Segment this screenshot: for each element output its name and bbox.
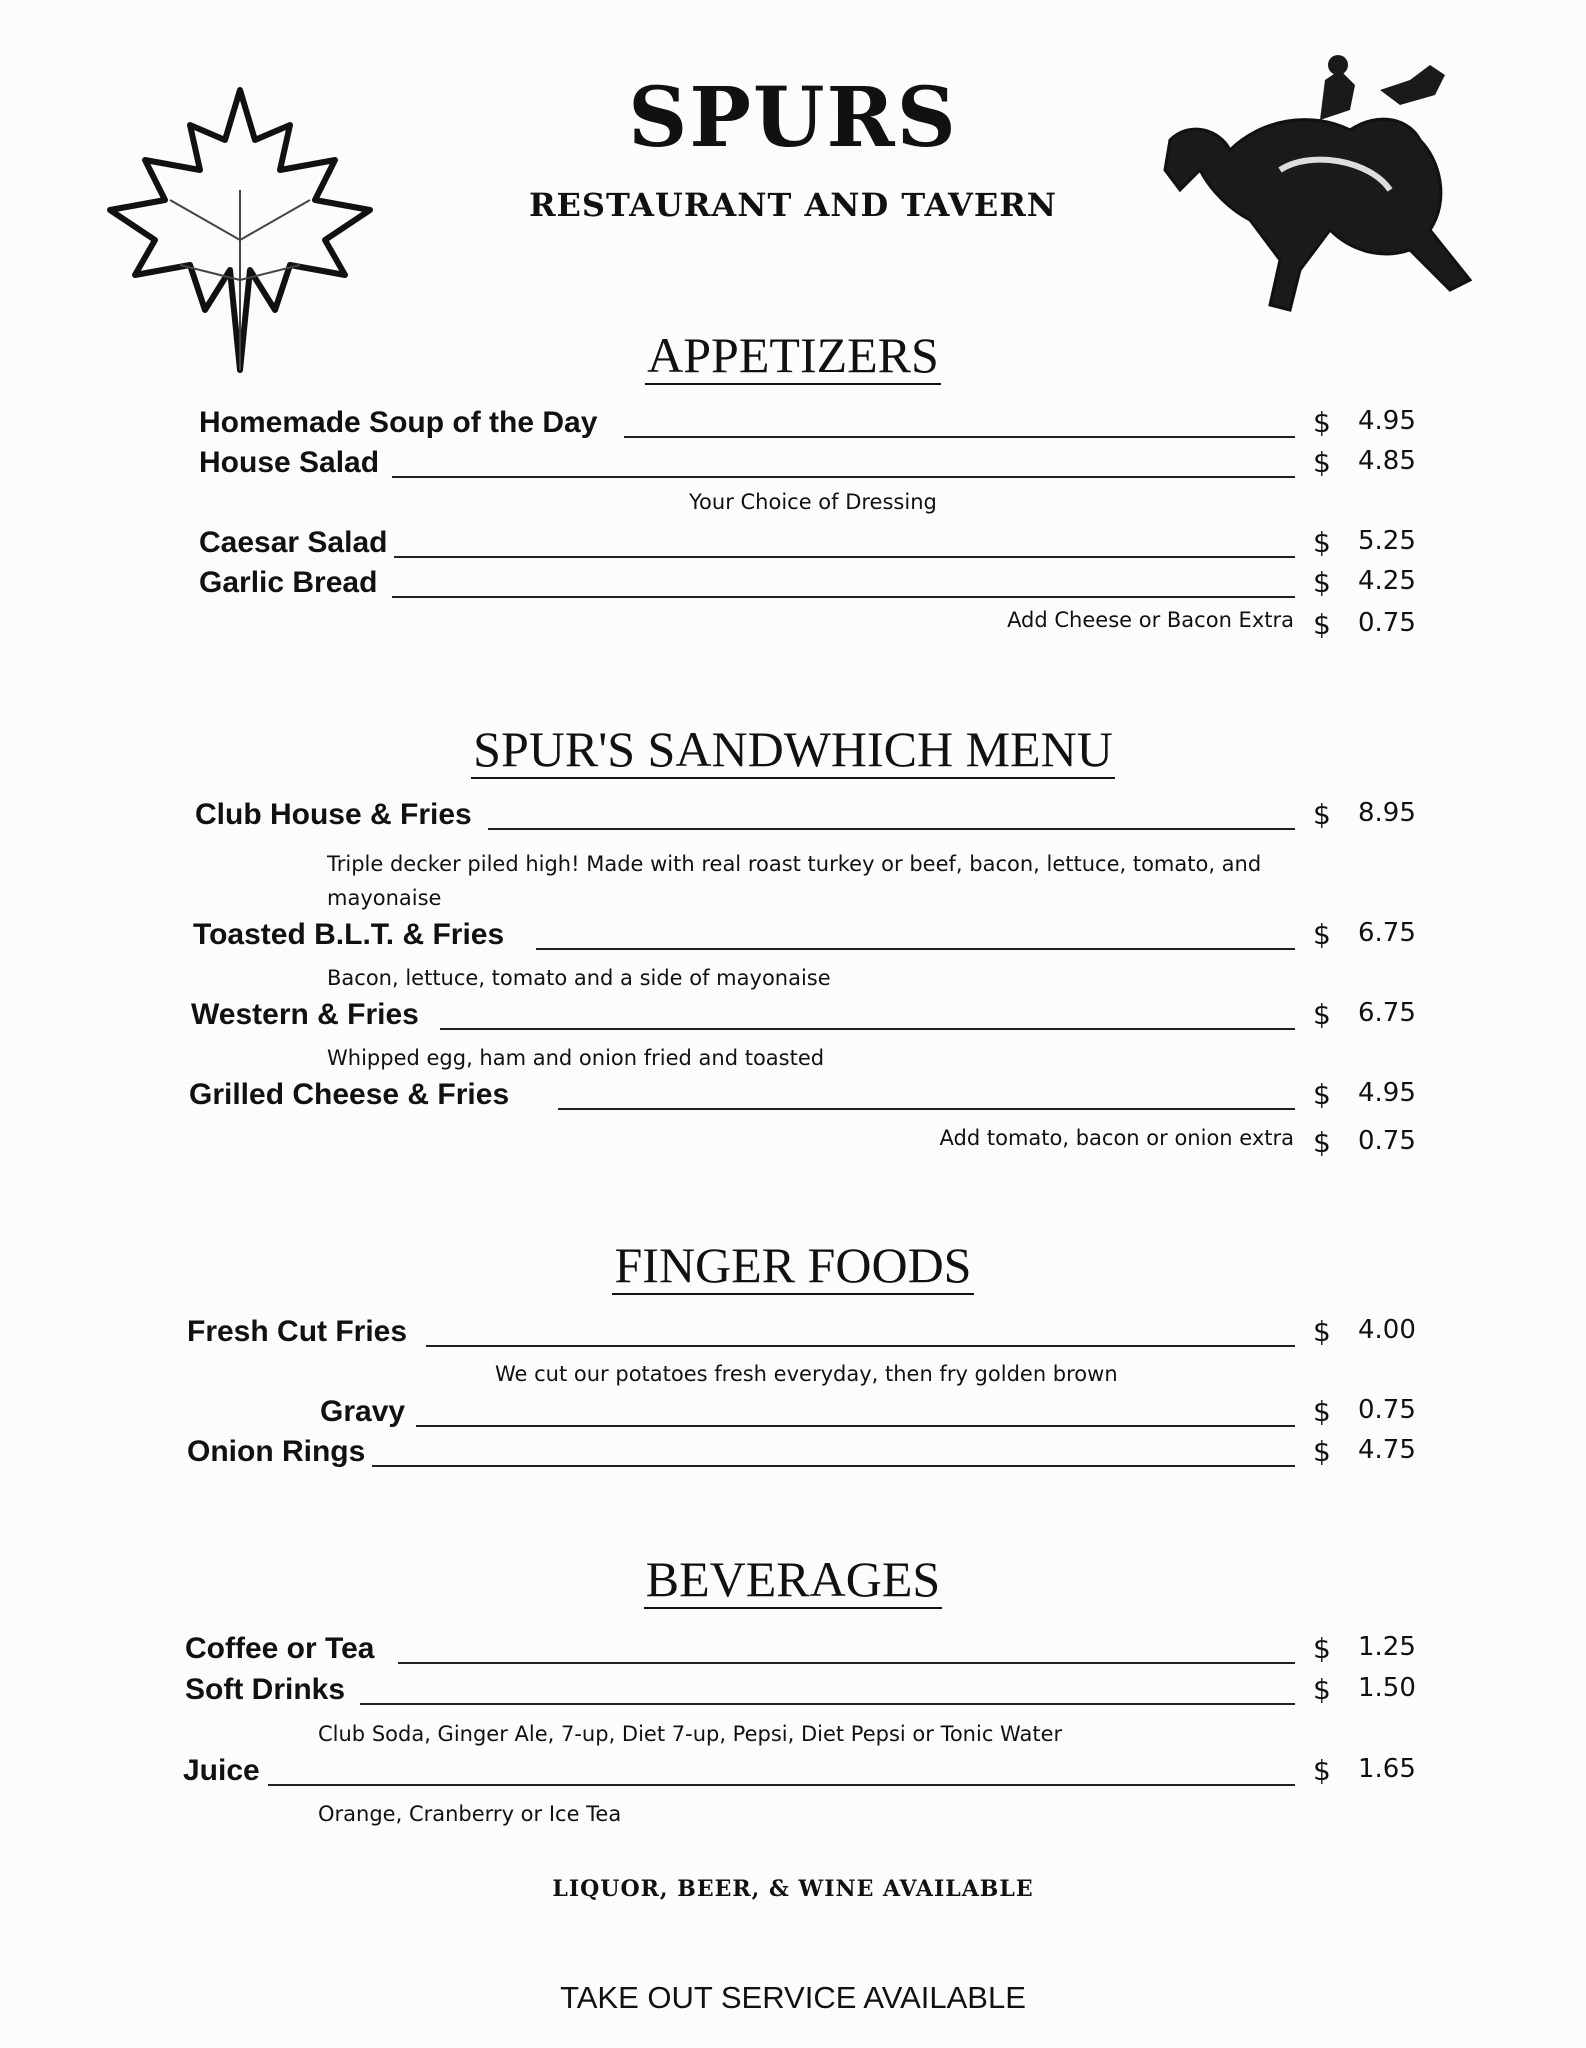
section-heading-sandwiches: SPUR'S SANDWHICH MENU — [473, 721, 1113, 777]
currency-symbol: $ — [1313, 1673, 1331, 1706]
dot-leader — [416, 1425, 1295, 1427]
item-description: Orange, Cranberry or Ice Tea — [318, 1802, 622, 1826]
restaurant-subtitle: RESTAURANT AND TAVERN — [528, 186, 1058, 224]
menu-item-row — [0, 1435, 1586, 1475]
item-description: Whipped egg, ham and onion fried and toasted — [327, 1046, 825, 1070]
menu-item-row — [0, 1078, 1586, 1118]
item-name: Toasted B.L.T. & Fries — [193, 918, 505, 951]
item-description: Your Choice of Dressing — [689, 490, 937, 514]
extra-row — [0, 608, 1586, 648]
item-name: Caesar Salad — [199, 526, 388, 559]
menu-item-row — [0, 526, 1586, 566]
extra-row — [0, 1126, 1586, 1166]
currency-symbol: $ — [1313, 406, 1331, 439]
item-price: 6.75 — [1358, 998, 1416, 1028]
dot-leader — [392, 596, 1295, 598]
item-name: Juice — [183, 1754, 260, 1787]
item-name: Grilled Cheese & Fries — [189, 1078, 510, 1111]
currency-symbol: $ — [1313, 998, 1331, 1031]
section-heading-finger-foods: FINGER FOODS — [614, 1237, 972, 1293]
currency-symbol: $ — [1313, 798, 1331, 831]
item-description: We cut our potatoes fresh everyday, then fry golden brown — [495, 1362, 1118, 1386]
item-name: Onion Rings — [187, 1435, 366, 1468]
dot-leader — [488, 828, 1295, 830]
currency-symbol: $ — [1313, 1435, 1331, 1468]
item-price: 5.25 — [1358, 526, 1416, 556]
menu-item-row — [0, 1315, 1586, 1355]
dot-leader — [372, 1465, 1295, 1467]
menu-item-row — [0, 406, 1586, 446]
currency-symbol: $ — [1313, 526, 1331, 559]
dot-leader — [394, 556, 1295, 558]
item-name: Garlic Bread — [199, 566, 378, 599]
item-price: 4.00 — [1358, 1315, 1416, 1345]
item-name: Fresh Cut Fries — [187, 1315, 408, 1348]
extra-label: Add tomato, bacon or onion extra — [939, 1126, 1294, 1150]
takeout-notice: TAKE OUT SERVICE AVAILABLE — [560, 1980, 1026, 2015]
dot-leader — [268, 1784, 1295, 1786]
item-price: 8.95 — [1358, 798, 1416, 828]
dot-leader — [558, 1108, 1295, 1110]
dot-leader — [398, 1662, 1295, 1664]
item-description: Club Soda, Ginger Ale, 7-up, Diet 7-up, Pepsi, Diet Pepsi or Tonic Water — [318, 1722, 1063, 1746]
item-description: Bacon, lettuce, tomato and a side of mayonaise — [327, 966, 831, 990]
menu-item-row — [0, 918, 1586, 958]
liquor-notice: LIQUOR, BEER, & WINE AVAILABLE — [552, 1876, 1034, 1902]
item-description: mayonaise — [327, 886, 442, 910]
dot-leader — [426, 1345, 1295, 1347]
item-price: 1.25 — [1358, 1632, 1416, 1662]
currency-symbol: $ — [1313, 1754, 1331, 1787]
menu-item-row — [0, 1673, 1586, 1713]
currency-symbol: $ — [1313, 608, 1331, 641]
item-name: Western & Fries — [191, 998, 419, 1031]
menu-item-row — [0, 798, 1586, 838]
dot-leader — [360, 1703, 1295, 1705]
currency-symbol: $ — [1313, 918, 1331, 951]
item-name: Soft Drinks — [185, 1673, 346, 1706]
item-price: 4.95 — [1358, 406, 1416, 436]
currency-symbol: $ — [1313, 1126, 1331, 1159]
dot-leader — [440, 1028, 1295, 1030]
dot-leader — [624, 436, 1295, 438]
menu-item-row — [0, 998, 1586, 1038]
menu-item-row — [0, 1395, 1586, 1435]
item-price: 4.25 — [1358, 566, 1416, 596]
item-name: Club House & Fries — [195, 798, 472, 831]
currency-symbol: $ — [1313, 1078, 1331, 1111]
extra-price: 0.75 — [1358, 608, 1416, 638]
extra-label: Add Cheese or Bacon Extra — [1007, 608, 1294, 632]
item-price: 4.85 — [1358, 446, 1416, 476]
currency-symbol: $ — [1313, 446, 1331, 479]
menu-item-row — [0, 566, 1586, 606]
item-price: 6.75 — [1358, 918, 1416, 948]
section-heading-beverages: BEVERAGES — [645, 1551, 941, 1607]
item-name: Coffee or Tea — [185, 1632, 375, 1665]
menu-item-row — [0, 446, 1586, 486]
section-heading-appetizers: APPETIZERS — [647, 327, 939, 383]
item-price: 4.75 — [1358, 1435, 1416, 1465]
item-name: House Salad — [199, 446, 380, 479]
dot-leader — [536, 948, 1295, 950]
item-description: Triple decker piled high! Made with real roast turkey or beef, bacon, lettuce, tomato, and — [327, 852, 1262, 876]
item-price: 1.65 — [1358, 1754, 1416, 1784]
item-price: 1.50 — [1358, 1673, 1416, 1703]
extra-price: 0.75 — [1358, 1126, 1416, 1156]
item-name: Homemade Soup of the Day — [199, 406, 598, 439]
currency-symbol: $ — [1313, 1315, 1331, 1348]
restaurant-title: SPURS — [628, 70, 958, 166]
menu-item-row — [0, 1632, 1586, 1672]
currency-symbol: $ — [1313, 1395, 1331, 1428]
currency-symbol: $ — [1313, 1632, 1331, 1665]
menu-item-row — [0, 1754, 1586, 1794]
dot-leader — [392, 476, 1295, 478]
item-price: 0.75 — [1358, 1395, 1416, 1425]
item-name: Gravy — [320, 1395, 406, 1428]
currency-symbol: $ — [1313, 566, 1331, 599]
item-price: 4.95 — [1358, 1078, 1416, 1108]
